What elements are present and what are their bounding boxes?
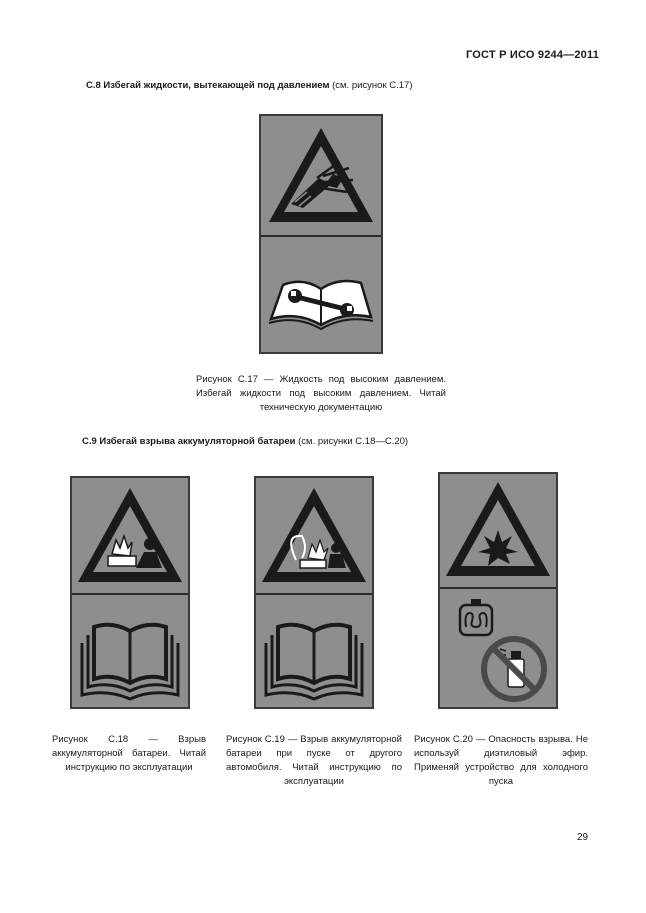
section-c8-heading — [86, 80, 412, 91]
engine-preheat-icon — [460, 599, 492, 635]
battery-explosion-warning-icon — [72, 478, 188, 593]
section-c8-title: С.8 Избегай жидкости, вытекающей под давлением — [86, 80, 330, 91]
section-c9-title: С.9 Избегай взрыва аккумуляторной батареи — [82, 436, 296, 447]
section-c9-reference: (см. рисунки С.18—С.20) — [295, 436, 409, 447]
figure-c19-sign — [254, 476, 374, 709]
jump-start-explosion-warning-icon — [256, 478, 372, 593]
figure-c18-sign — [70, 476, 190, 709]
figure-c20-caption: Рисунок С.20 — Опасность взрыва. Не используй диэтиловый эфир. Применяй устройство для холодного пуска — [414, 734, 588, 787]
read-manual-icon — [256, 595, 372, 707]
read-manual-icon — [72, 595, 188, 707]
high-pressure-fluid-warning-icon — [261, 116, 381, 235]
no-ether-spray-icon — [484, 639, 544, 699]
figure-c18-caption: Рисунок С.18 — Взрыв аккумуляторной батареи. Читай инструкцию по эксплуатации — [52, 734, 206, 773]
figure-c17-sign — [259, 114, 383, 354]
standard-code-header: ГОСТ Р ИСО 9244—2011 — [466, 49, 600, 61]
section-c8-reference: (см. рисунок С.17) — [329, 80, 413, 91]
figure-c20-lower-panel — [440, 589, 556, 707]
section-c9-heading — [82, 436, 408, 447]
explosion-warning-icon — [440, 474, 556, 587]
figure-c17-caption: Рисунок С.17 — Жидкость под высоким давлением. Избегай жидкости под высоким давлением. Читай техническую документацию — [196, 374, 446, 413]
figure-c20-sign — [438, 472, 558, 709]
manual-with-wrench-icon — [261, 237, 381, 352]
figure-c19-caption: Рисунок С.19 — Взрыв аккумуляторной батареи при пуске от другого автомобиля. Читай инструкцию по эксплуатации — [226, 734, 402, 787]
page-number: 29 — [577, 832, 589, 843]
